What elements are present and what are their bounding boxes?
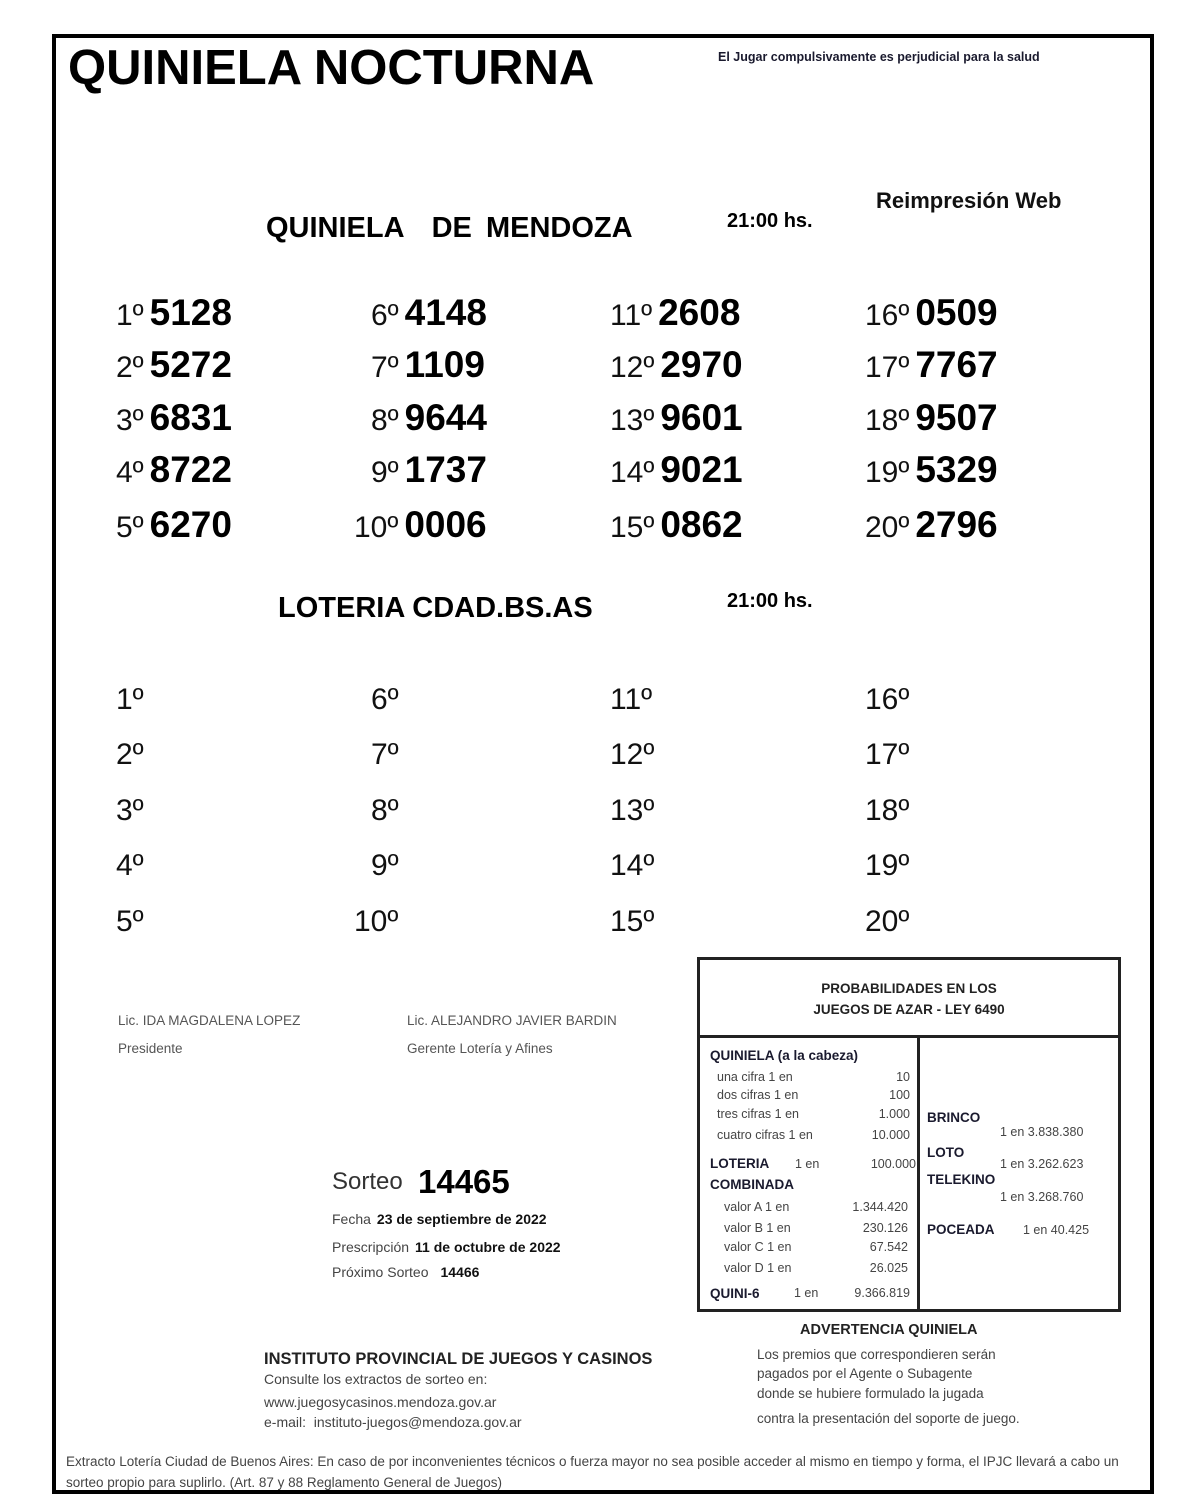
result-cell [116,397,232,439]
result-position: 4º [116,456,144,489]
result-number: 0006 [404,504,487,545]
result-number: 0862 [660,504,743,545]
result-number: 9507 [915,397,998,438]
result-number: 2796 [915,504,998,545]
probabilities-title-line2: JUEGOS DE AZAR - LEY 6490 [813,1002,1005,1017]
result-number: 5128 [149,292,232,333]
odds-label: una cifra 1 en [717,1070,793,1084]
result-number: 2608 [658,292,741,333]
prescripcion-label: Prescripción [332,1239,410,1255]
institute-email-link[interactable]: e-mail: instituto-juegos@mendoza.gov.ar [264,1414,522,1430]
result-position: 14º [610,849,655,882]
result-cell [371,731,405,773]
result-position: 2º [116,738,144,771]
odds-label: tres cifras 1 en [717,1107,799,1121]
result-position: 1º [116,299,144,332]
result-position: 10º [354,511,399,544]
signature-role: Gerente Lotería y Afines [407,1041,553,1056]
telekino-odds-title: TELEKINO [927,1172,996,1187]
result-position: 12º [610,738,655,771]
result-cell [610,449,743,491]
result-number: 1737 [404,449,487,490]
quiniela-odds-title: QUINIELA (a la cabeza) [710,1048,859,1063]
result-position: 1º [116,683,144,716]
result-position: 19º [865,456,910,489]
health-warning: El Jugar compulsivamente es perjudicial para la salud [718,50,1040,64]
proximo-sorteo-label: Próximo Sorteo [332,1264,429,1280]
result-number: 0509 [915,292,998,333]
odds-value: 10 [896,1070,910,1084]
result-position: 20º [865,511,910,544]
result-cell [610,292,740,334]
result-position: 15º [610,511,655,544]
result-number: 5329 [915,449,998,490]
result-number: 8722 [149,449,232,490]
result-position: 9º [371,456,399,489]
result-cell [865,676,915,718]
result-position: 8º [371,794,399,827]
proximo-sorteo-value: 14466 [440,1264,480,1280]
result-cell [865,787,915,829]
result-cell [865,344,998,386]
result-cell [865,397,998,439]
result-cell [610,344,743,386]
result-cell [610,504,743,546]
result-position: 18º [865,404,910,437]
reprint-label: Reimpresión Web [876,188,1062,213]
result-cell [116,676,150,718]
result-position: 13º [610,404,655,437]
probabilities-header [700,960,1118,1038]
result-cell [116,898,150,940]
brinco-odds-value: 1 en 3.838.380 [1000,1125,1084,1139]
loteria-bsas-time: 21:00 hs. [727,590,813,612]
signature-name: Lic. ALEJANDRO JAVIER BARDIN [407,1013,617,1028]
institute-title: INSTITUTO PROVINCIAL DE JUEGOS Y CASINOS [264,1350,653,1368]
result-cell [371,787,405,829]
result-cell [610,731,660,773]
result-cell [610,787,660,829]
result-cell [371,449,487,491]
result-cell [865,842,915,884]
result-position: 5º [116,511,144,544]
result-cell [354,898,404,940]
result-position: 10º [354,905,399,938]
telekino-odds-value: 1 en 3.268.760 [1000,1190,1084,1204]
result-cell [116,292,232,334]
advertencia-line: pagados por el Agente o Subagente [757,1366,973,1381]
odds-label: valor C 1 en [724,1240,792,1254]
result-number: 5272 [149,344,232,385]
odds-value: 1.000 [878,1107,910,1121]
result-position: 2º [116,351,144,384]
odds-value: 1.344.420 [852,1200,908,1214]
poceada-odds-value: 1 en 40.425 [1023,1223,1090,1237]
result-cell [116,504,232,546]
result-position: 16º [865,683,910,716]
result-cell [610,842,660,884]
result-cell [865,504,998,546]
result-position: 20º [865,905,910,938]
result-cell [116,787,150,829]
result-cell [116,842,150,884]
probabilities-box [697,957,1121,1312]
result-position: 5º [116,905,144,938]
result-position: 18º [865,794,910,827]
odds-label: valor B 1 en [724,1221,791,1235]
prescripcion-line [332,1239,561,1255]
result-cell [865,449,998,491]
result-number: 4148 [404,292,487,333]
prescripcion-value: 11 de octubre de 2022 [415,1239,561,1255]
signature-role: Presidente [118,1041,183,1056]
result-cell [371,676,405,718]
odds-label: 1 en [794,1286,819,1300]
result-cell [610,676,658,718]
result-cell [865,898,915,940]
result-number: 1109 [404,344,485,385]
odds-value: 10.000 [871,1128,910,1142]
institute-website-link[interactable]: www.juegosycasinos.mendoza.gov.ar [264,1394,497,1410]
result-cell [371,397,487,439]
fecha-line [332,1211,547,1227]
result-cell [865,292,998,334]
result-cell [371,842,405,884]
result-number: 2970 [660,344,743,385]
probabilities-divider [917,1038,920,1312]
result-position: 17º [865,738,910,771]
odds-label: valor D 1 en [724,1261,792,1275]
result-position: 3º [116,404,144,437]
quini6-odds-title: QUINI-6 [710,1286,760,1301]
advertencia-line: Los premios que correspondieren serán [757,1347,996,1362]
result-cell [610,397,743,439]
result-position: 17º [865,351,910,384]
result-position: 7º [371,351,399,384]
odds-label: dos cifras 1 en [717,1088,799,1102]
brinco-odds-title: BRINCO [927,1110,981,1125]
result-position: 9º [371,849,399,882]
result-position: 8º [371,404,399,437]
sorteo-label: Sorteo [332,1168,403,1195]
odds-value: 230.126 [862,1221,908,1235]
result-position: 13º [610,794,655,827]
result-position: 6º [371,299,399,332]
result-cell [865,731,915,773]
result-number: 9021 [660,449,743,490]
result-number: 9601 [660,397,743,438]
poceada-odds-title: POCEADA [927,1222,995,1237]
result-position: 4º [116,849,144,882]
advertencia-title: ADVERTENCIA QUINIELA [800,1322,978,1338]
result-number: 6270 [149,504,232,545]
result-position: 11º [610,299,653,332]
document-title: QUINIELA NOCTURNA [68,41,595,95]
fecha-value: 23 de septiembre de 2022 [376,1211,547,1227]
proximo-sorteo-line [332,1264,479,1280]
odds-value: 67.542 [869,1240,908,1254]
result-position: 14º [610,456,655,489]
result-cell [354,504,487,546]
result-cell [116,731,150,773]
result-cell [371,344,485,386]
result-position: 12º [610,351,655,384]
odds-value: 100 [889,1088,910,1102]
fecha-label: Fecha [332,1211,371,1227]
odds-label: cuatro cifras 1 en [717,1128,813,1142]
result-cell [116,449,232,491]
odds-value: 26.025 [869,1261,908,1275]
advertencia-line: donde se hubiere formulado la jugada [757,1386,984,1401]
result-position: 16º [865,299,910,332]
result-cell [371,292,487,334]
loteria-odds-title: LOTERIA [710,1156,770,1171]
loteria-bsas-title: LOTERIA CDAD.BS.AS [278,592,593,624]
quiniela-mendoza-title: QUINIELA DE MENDOZA [266,212,633,244]
result-cell [116,344,232,386]
result-position: 6º [371,683,399,716]
quiniela-mendoza-time: 21:00 hs. [727,210,813,232]
loto-odds-value: 1 en 3.262.623 [1000,1157,1084,1171]
result-number: 6831 [149,397,232,438]
odds-label: valor A 1 en [724,1200,790,1214]
result-number: 7767 [915,344,998,385]
probabilities-title-line1: PROBABILIDADES EN LOS [821,981,997,996]
loto-odds-title: LOTO [927,1145,965,1160]
result-number: 9644 [404,397,487,438]
result-position: 19º [865,849,910,882]
result-position: 7º [371,738,399,771]
result-position: 3º [116,794,144,827]
institute-consult-text: Consulte los extractos de sorteo en: [264,1371,488,1387]
combinada-odds-title: COMBINADA [710,1177,794,1192]
odds-value: 9.366.819 [854,1286,910,1300]
odds-value: 100.000 [870,1157,916,1171]
sorteo-number: 14465 [418,1163,510,1200]
odds-label: 1 en [795,1157,820,1171]
result-cell [610,898,660,940]
result-position: 15º [610,905,655,938]
footnote-disclaimer: Extracto Lotería Ciudad de Buenos Aires: En caso de por inconvenientes técnicos o fuerza mayor no sea posible acceder al mismo en tiempo y forma, el IPJC llevará a cabo un sorteo propio para suplirlo. (Art. 87 y 88 Reglamento General de Juegos) [66,1454,1119,1490]
result-position: 11º [610,683,653,716]
signature-name: Lic. IDA MAGDALENA LOPEZ [118,1013,301,1028]
advertencia-line: contra la presentación del soporte de juego. [757,1411,1020,1426]
